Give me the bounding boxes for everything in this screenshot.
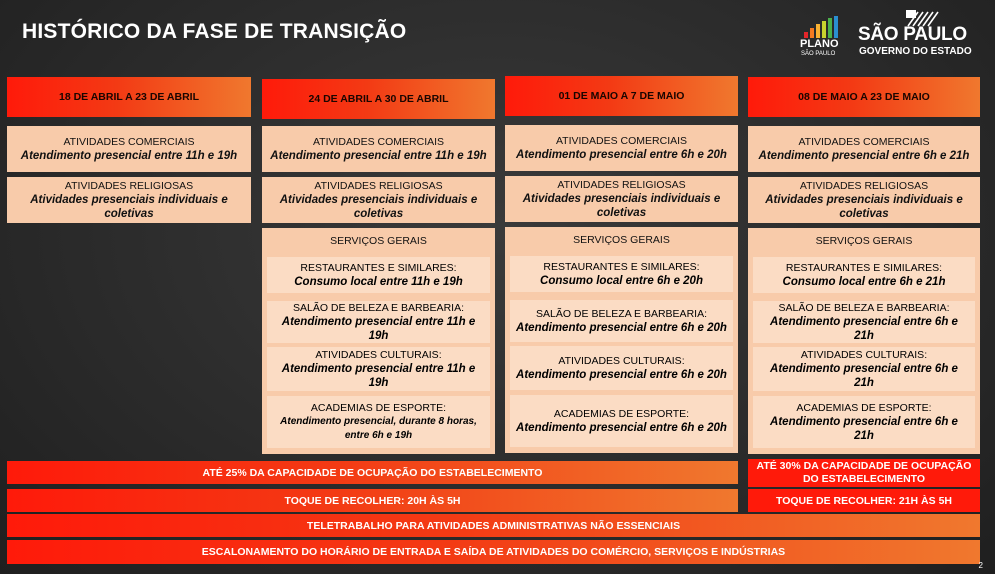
restaurantes-value: Consumo local entre 6h e 21h <box>782 275 946 288</box>
plano-logo-title: PLANO <box>800 38 839 50</box>
religiosas-value: Atividades presenciais individuais e coletivas <box>522 192 721 219</box>
religiosas-value: Atividades presenciais individuais e coletivas <box>765 193 963 220</box>
plano-sp-logo <box>796 14 842 60</box>
culturais-label: ATIVIDADES CULTURAIS: <box>315 348 442 361</box>
servicos-gerais-title: SERVIÇOS GERAIS <box>815 235 913 247</box>
religiosas-label: ATIVIDADES RELIGIOSAS <box>557 178 686 191</box>
religiosas-label: ATIVIDADES RELIGIOSAS <box>799 179 929 192</box>
culturais-label: ATIVIDADES CULTURAIS: <box>800 348 928 361</box>
salao-value: Atendimento presencial entre 6h e 20h <box>516 321 727 334</box>
servicos-gerais-title: SERVIÇOS GERAIS <box>330 235 427 247</box>
servicos-gerais-box-2 <box>262 228 495 454</box>
plano-logo-subtitle: SÃO PAULO <box>801 51 836 57</box>
comerciais-label: ATIVIDADES COMERCIAIS <box>312 135 445 148</box>
toque-recolher-21h-band: TOQUE DE RECOLHER: 21H ÀS 5H <box>748 489 980 512</box>
academias-box <box>510 395 733 447</box>
capacidade-30-band: ATÉ 30% DA CAPACIDADE DE OCUPAÇÃO DO ESTABELECIMENTO <box>748 459 980 487</box>
restaurantes-box <box>510 256 733 292</box>
period-header-1: 18 DE ABRIL A 23 DE ABRIL <box>7 77 251 117</box>
comerciais-value: Atendimento presencial entre 6h e 21h <box>758 149 970 162</box>
capacidade-25-band: ATÉ 25% DA CAPACIDADE DE OCUPAÇÃO DO ESTABELECIMENTO <box>7 461 738 484</box>
sp-logo-subtitle: GOVERNO DO ESTADO <box>859 46 972 57</box>
restaurantes-box <box>267 257 490 293</box>
academias-box <box>753 396 975 448</box>
governo-sp-logo <box>858 10 988 60</box>
period-header-2: 24 DE ABRIL A 30 DE ABRIL <box>262 79 495 119</box>
academias-value: Atendimento presencial entre 6h e 20h <box>516 421 727 434</box>
academias-label: ACADEMIAS DE ESPORTE: <box>796 401 932 414</box>
servicos-gerais-title: SERVIÇOS GERAIS <box>573 234 670 246</box>
culturais-value: Atendimento presencial entre 11h e 19h <box>281 362 476 389</box>
religiosas-label: ATIVIDADES RELIGIOSAS <box>64 179 194 192</box>
religiosas-value: Atividades presenciais individuais e coletivas <box>279 193 478 220</box>
comerciais-box-1 <box>7 126 251 172</box>
page-title: HISTÓRICO DA FASE DE TRANSIÇÃO <box>22 20 407 43</box>
period-header-3: 01 DE MAIO A 7 DE MAIO <box>505 76 738 116</box>
restaurantes-label: RESTAURANTES E SIMILARES: <box>785 261 943 274</box>
salao-value: Atendimento presencial entre 11h e 19h <box>281 315 476 342</box>
comerciais-label: ATIVIDADES COMERCIAIS <box>63 135 195 148</box>
culturais-label: ATIVIDADES CULTURAIS: <box>558 354 685 367</box>
servicos-gerais-box-3 <box>505 227 738 453</box>
comerciais-label: ATIVIDADES COMERCIAIS <box>555 134 688 147</box>
religiosas-label: ATIVIDADES RELIGIOSAS <box>314 179 443 192</box>
toque-recolher-20h-band: TOQUE DE RECOLHER: 20H ÀS 5H <box>7 489 738 512</box>
academias-label: ACADEMIAS DE ESPORTE: <box>310 401 447 414</box>
escalonamento-band: ESCALONAMENTO DO HORÁRIO DE ENTRADA E SAÍDA DE ATIVIDADES DO COMÉRCIO, SERVIÇOS E INDÚSTRIAS <box>7 540 980 564</box>
restaurantes-label: RESTAURANTES E SIMILARES: <box>300 261 457 274</box>
culturais-value: Atendimento presencial entre 6h e 21h <box>770 362 958 389</box>
page-number: 2 <box>978 561 983 570</box>
salao-value: Atendimento presencial entre 6h e 21h <box>770 315 958 342</box>
academias-value: Atendimento presencial entre 6h e 21h <box>770 415 958 442</box>
culturais-box <box>510 346 733 390</box>
servicos-gerais-box-4 <box>748 228 980 454</box>
salao-label: SALÃO DE BELEZA E BARBEARIA: <box>536 307 707 320</box>
teletrabalho-band: TELETRABALHO PARA ATIVIDADES ADMINISTRATIVAS NÃO ESSENCIAIS <box>7 514 980 537</box>
sp-logo-title: SÃO PAULO <box>858 24 967 45</box>
restaurantes-value: Consumo local entre 6h e 20h <box>540 274 703 287</box>
academias-box <box>267 396 490 448</box>
salao-box <box>510 300 733 342</box>
religiosas-box-1 <box>7 177 251 223</box>
bar-chart-icon <box>804 16 838 38</box>
religiosas-box-4 <box>748 177 980 223</box>
comerciais-box-4 <box>748 126 980 172</box>
religiosas-box-3 <box>505 176 738 222</box>
culturais-box <box>267 347 490 391</box>
period-header-4: 08 DE MAIO A 23 DE MAIO <box>748 77 980 117</box>
restaurantes-box <box>753 257 975 293</box>
comerciais-label: ATIVIDADES COMERCIAIS <box>798 135 930 148</box>
comerciais-value: Atendimento presencial entre 11h e 19h <box>20 149 238 162</box>
academias-label: ACADEMIAS DE ESPORTE: <box>553 407 690 420</box>
academias-value: Atendimento presencial, durante 8 horas, entre 6h e 19h <box>280 415 477 441</box>
comerciais-value: Atendimento presencial entre 6h e 20h <box>516 148 727 161</box>
restaurantes-value: Consumo local entre 11h e 19h <box>294 275 463 288</box>
comerciais-value: Atendimento presencial entre 11h e 19h <box>270 149 487 162</box>
salao-box <box>753 301 975 343</box>
religiosas-box-2 <box>262 177 495 223</box>
restaurantes-label: RESTAURANTES E SIMILARES: <box>543 260 700 273</box>
salao-label: SALÃO DE BELEZA E BARBEARIA: <box>293 301 464 314</box>
salao-label: SALÃO DE BELEZA E BARBEARIA: <box>778 301 950 314</box>
comerciais-box-2 <box>262 126 495 172</box>
culturais-box <box>753 347 975 391</box>
religiosas-value: Atividades presenciais individuais e coletivas <box>30 193 228 220</box>
culturais-value: Atendimento presencial entre 6h e 20h <box>516 368 727 381</box>
comerciais-box-3 <box>505 125 738 171</box>
salao-box <box>267 301 490 343</box>
